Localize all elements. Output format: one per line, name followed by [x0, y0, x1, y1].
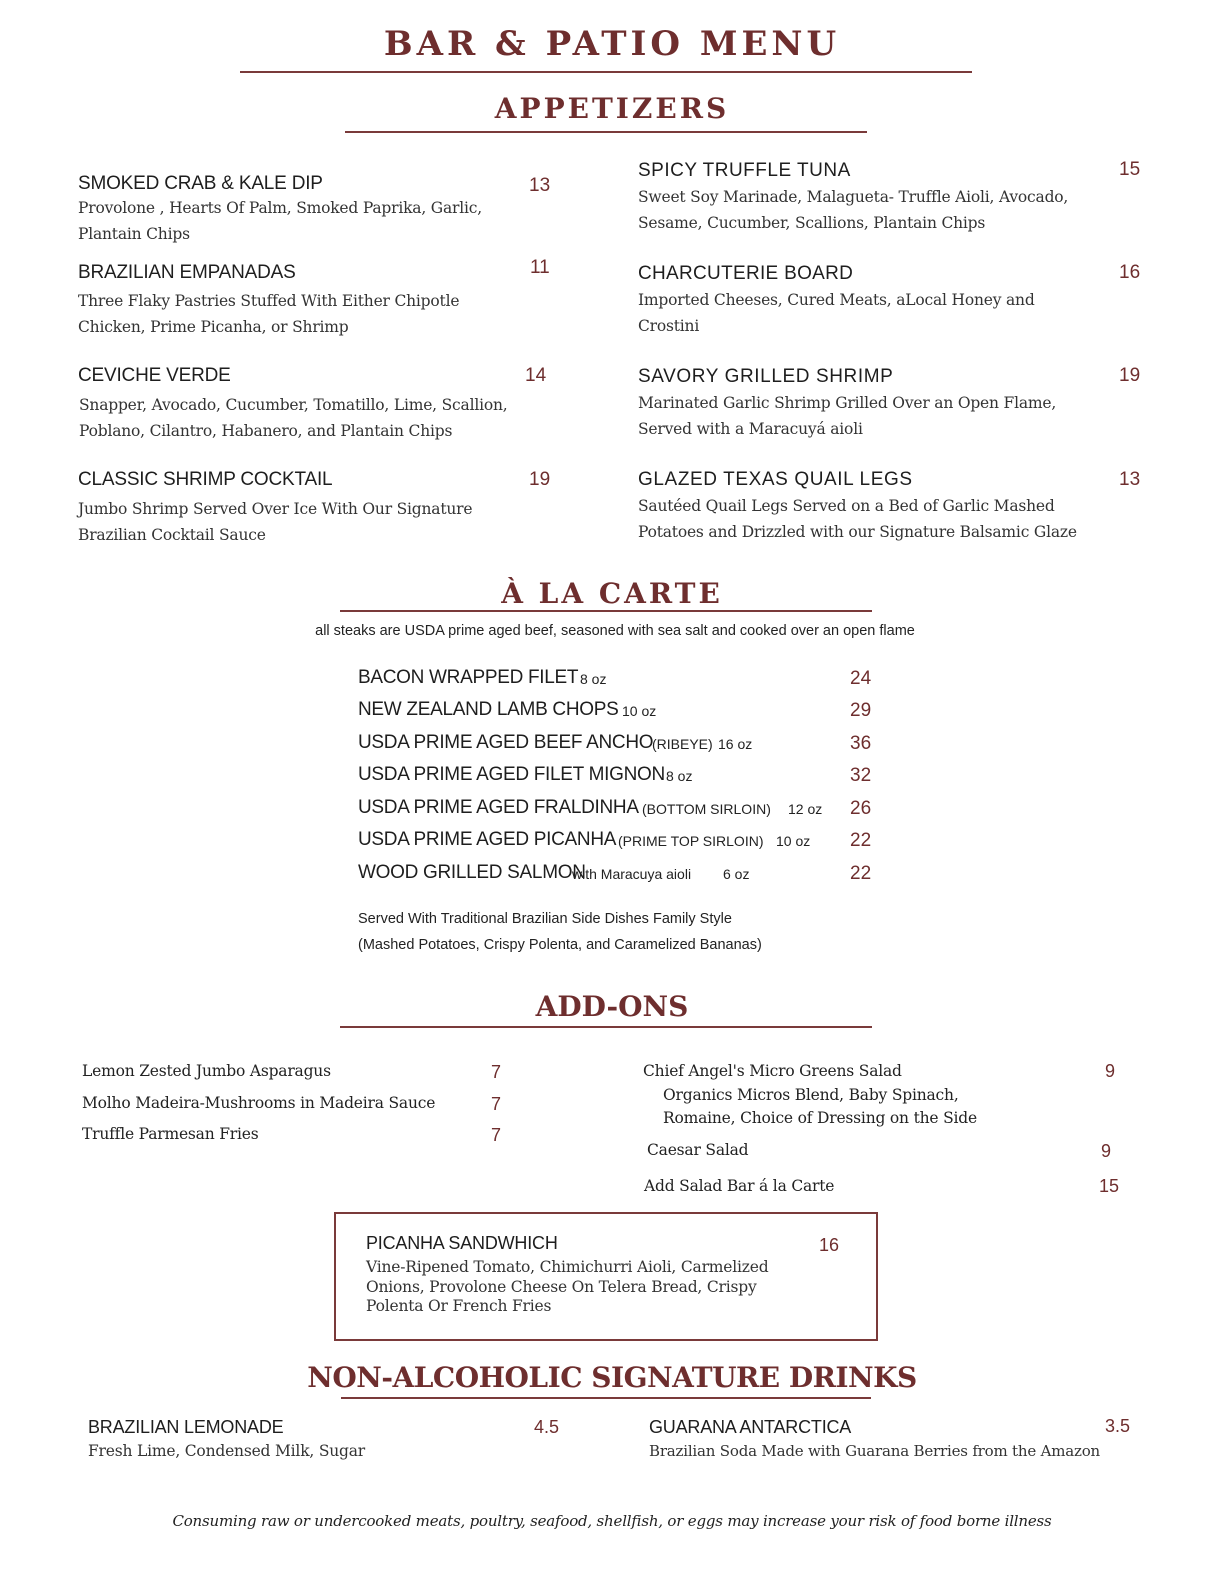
item-name: GLAZED TEXAS QUAIL LEGS — [638, 469, 913, 490]
item-description: Jumbo Shrimp Served Over Ice With Our Signature Brazilian Cocktail Sauce — [78, 500, 473, 544]
drink-name: GUARANA ANTARCTICA — [649, 1417, 852, 1437]
steak-item — [358, 797, 878, 827]
item-price: 19 — [1119, 365, 1141, 386]
drink-name: BRAZILIAN LEMONADE — [88, 1417, 284, 1437]
featured-item-description: Vine-Ripened Tomato, Chimichurri Aioli, Carmelized Onions, Provolone Cheese On Telera Bread, Crispy Polenta Or French Fries — [366, 1258, 769, 1315]
item-description: Three Flaky Pastries Stuffed With Either Chipotle Chicken, Prime Picanha, or Shrimp — [78, 292, 460, 336]
drink-price: 3.5 — [1105, 1416, 1131, 1436]
item-price: 24 — [850, 668, 872, 689]
menu-title: BAR & PATIO MENU — [383, 24, 841, 64]
item-description: Sweet Soy Marinade, Malagueta- Truffle Aioli, Avocado, Sesame, Cucumber, Scallions, Plantain Chips — [638, 188, 1069, 232]
item-size: 6 oz — [723, 866, 750, 882]
addon-price: 9 — [1105, 1061, 1116, 1081]
item-price: 14 — [525, 365, 547, 386]
addon-name: Add Salad Bar á la Carte — [644, 1177, 835, 1195]
item-price: 26 — [850, 798, 872, 819]
item-description: Imported Cheeses, Cured Meats, aLocal Honey and Crostini — [638, 291, 1035, 335]
item-price: 11 — [530, 257, 550, 278]
a-la-carte-divider — [340, 610, 872, 612]
item-name: BACON WRAPPED FILET — [358, 667, 579, 688]
item-name: SAVORY GRILLED SHRIMP — [638, 366, 894, 387]
addon-name: Chief Angel's Micro Greens Salad — [643, 1062, 902, 1080]
item-price: 13 — [529, 175, 551, 196]
item-size: 10 oz — [622, 703, 657, 719]
section-heading-add-ons: ADD-ONS — [535, 990, 689, 1023]
item-price: 29 — [850, 700, 872, 721]
item-price: 13 — [1119, 469, 1141, 490]
item-price: 15 — [1119, 159, 1141, 180]
item-price: 32 — [850, 765, 872, 786]
section-heading-a-la-carte: À LA CARTE — [501, 577, 723, 610]
title-divider — [240, 71, 972, 73]
steak-item — [358, 862, 878, 892]
item-description: Marinated Garlic Shrimp Grilled Over an Open Flame, Served with a Maracuyá aioli — [638, 394, 1057, 438]
item-name: SMOKED CRAB & KALE DIP — [78, 173, 323, 194]
addon-name: Molho Madeira-Mushrooms in Madeira Sauce — [82, 1094, 436, 1112]
drinks-divider — [341, 1397, 871, 1399]
sides-list: (Mashed Potatoes, Crispy Polenta, and Caramelized Bananas) — [358, 937, 762, 953]
addon-price: 15 — [1099, 1176, 1120, 1196]
addon-name: Caesar Salad — [647, 1141, 749, 1159]
addon-description: Romaine, Choice of Dressing on the Side — [663, 1109, 977, 1127]
item-size: 16 oz — [718, 736, 753, 752]
item-description: Provolone , Hearts Of Palm, Smoked Paprika, Garlic, Plantain Chips — [78, 199, 482, 243]
section-heading-appetizers: APPETIZERS — [494, 92, 730, 125]
addon-name: Lemon Zested Jumbo Asparagus — [82, 1062, 331, 1080]
drink-description: Fresh Lime, Condensed Milk, Sugar — [88, 1442, 366, 1460]
item-name: USDA PRIME AGED FILET MIGNON — [358, 764, 665, 785]
steak-item — [358, 667, 878, 697]
item-name: USDA PRIME AGED PICANHA — [358, 829, 617, 850]
steak-item — [358, 829, 878, 859]
add-ons-divider — [340, 1026, 872, 1028]
item-cut: (RIBEYE) — [652, 736, 713, 752]
steak-item — [358, 764, 878, 794]
item-cut: with Maracuya aioli — [572, 866, 692, 882]
addon-name: Truffle Parmesan Fries — [82, 1125, 259, 1143]
addon-description: Organics Micros Blend, Baby Spinach, — [663, 1086, 959, 1104]
addon-price: 9 — [1101, 1141, 1112, 1161]
appetizers-divider — [345, 131, 867, 133]
item-name: CLASSIC SHRIMP COCKTAIL — [78, 469, 333, 490]
sides-note: Served With Traditional Brazilian Side Dishes Family Style — [358, 911, 732, 927]
section-heading-drinks: NON-ALCOHOLIC SIGNATURE DRINKS — [307, 1361, 917, 1394]
item-description: Sautéed Quail Legs Served on a Bed of Garlic Mashed Potatoes and Drizzled with our Signature Balsamic Glaze — [638, 497, 1077, 541]
item-price: 16 — [1119, 262, 1141, 283]
item-price: 22 — [850, 863, 872, 884]
item-name: SPICY TRUFFLE TUNA — [638, 160, 851, 181]
addon-price: 7 — [491, 1062, 502, 1082]
steak-item — [358, 732, 878, 762]
item-price: 22 — [850, 830, 872, 851]
item-name: WOOD GRILLED SALMON — [358, 862, 586, 883]
food-safety-disclaimer: Consuming raw or undercooked meats, poultry, seafood, shellfish, or eggs may increase your risk of food borne illness — [172, 1512, 1052, 1530]
item-name: USDA PRIME AGED FRALDINHA — [358, 797, 639, 818]
drink-description: Brazilian Soda Made with Guarana Berries from the Amazon — [649, 1442, 1100, 1460]
item-name: CEVICHE VERDE — [78, 365, 231, 386]
item-price: 36 — [850, 733, 872, 754]
item-cut: (BOTTOM SIRLOIN) — [642, 801, 771, 817]
item-name: CHARCUTERIE BOARD — [638, 263, 854, 284]
drink-price: 4.5 — [534, 1417, 560, 1437]
item-name: USDA PRIME AGED BEEF ANCHO — [358, 732, 654, 753]
featured-item-name: PICANHA SANDWHICH — [366, 1233, 558, 1253]
item-cut: (PRIME TOP SIRLOIN) — [618, 833, 764, 849]
addon-price: 7 — [491, 1125, 502, 1145]
item-size: 12 oz — [788, 801, 823, 817]
steak-subtitle: all steaks are USDA prime aged beef, seasoned with sea salt and cooked over an open flame — [315, 623, 915, 639]
addon-price: 7 — [491, 1094, 502, 1114]
item-size: 10 oz — [776, 833, 811, 849]
item-size: 8 oz — [580, 671, 607, 687]
featured-item-price: 16 — [819, 1235, 840, 1255]
item-name: BRAZILIAN EMPANADAS — [78, 262, 296, 283]
item-price: 19 — [529, 469, 551, 490]
item-size: 8 oz — [666, 768, 693, 784]
item-description: Snapper, Avocado, Cucumber, Tomatillo, Lime, Scallion, Poblano, Cilantro, Habanero, and Plantain Chips — [79, 396, 508, 440]
steak-item — [358, 699, 878, 729]
item-name: NEW ZEALAND LAMB CHOPS — [358, 699, 619, 720]
